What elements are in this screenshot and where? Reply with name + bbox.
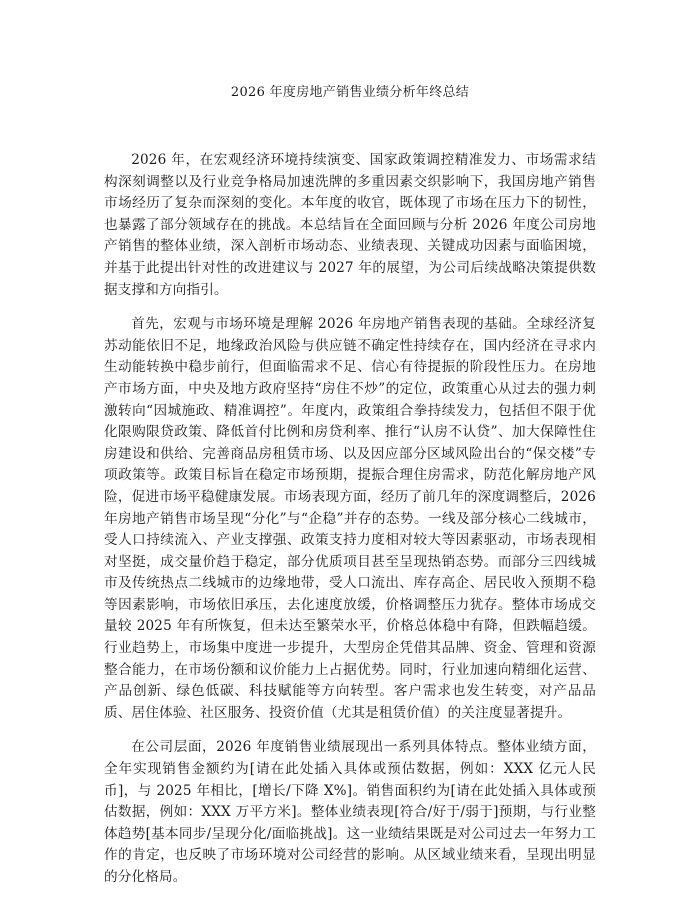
paragraph-company-performance: 在公司层面，2026 年度销售业绩展现出一系列具体特点。整体业绩方面，全年实现销售金额约为[请在此处插入具体或预估数据，例如：XXX 亿元人民币]，与 2025 年相比，[增长/下降 X%]。销售面积约为[请在此处插入具体或预估数据，例如：XXX 万平方米]。整体业绩表现[符合/好于/弱于]预期，与行业整体趋势[基本同步/呈现分化/面临挑战]。这一业绩结果既是对公司过去一年努力工作的肯定，也反映了市场环境对公司经营的影响。从区域业绩来看，呈现出明显的分化格局。 — [104, 739, 596, 885]
paragraph-intro: 2026 年，在宏观经济环境持续演变、国家政策调控精准发力、市场需求结构深刻调整以及行业竞争格局加速洗牌的多重因素交织影响下，我国房地产销售市场经历了复杂而深刻的变化。本年度的收官，既体现了市场在压力下的韧性，也暴露了部分领域存在的挑战。本总结旨在全面回顾与分析 2026 年度公司房地产销售的整体业绩，深入剖析市场动态、业绩表现、关键成功因素与面临困境，并基于此提出针对性的改进建议与 2027 年的展望，为公司后续战略决策提供数据支撑和方向指引。 — [104, 152, 596, 298]
document-title: 2026 年度房地产销售业绩分析年终总结 — [230, 85, 470, 100]
paragraph-macro-market: 首先，宏观与市场环境是理解 2026 年房地产销售表现的基础。全球经济复苏动能依旧不足，地缘政治风险与供应链不确定性持续存在，国内经济在寻求内生动能转换中稳步前行，但面临需求不足、信心有待提振的阶段性压力。在房地产市场方面，中央及地方政府坚持“房住不炒”的定位，政策重心从过去的强力刺激转向“因城施政、精准调控”。年度内，政策组合拳持续发力，包括但不限于优化限购限贷政策、降低首付比例和房贷利率、推行“认房不认贷”、加大保障性住房建设和供给、完善商品房租赁市场、以及因应部分区域风险出台的“保交楼”专项政策等。政策目标旨在稳定市场预期，提振合理住房需求，防范化解房地产风险，促进市场平稳健康发展。市场表现方面，经历了前几年的深度调整后，2026 年房地产销售市场呈现“分化”与“企稳”并存的态势。一线及部分核心二线城市，受人口持续流入、产业支撑强、政策支持力度相对较大等因素驱动，市场表现相对坚挺，成交量价趋于稳定，部分优质项目甚至呈现热销态势。而部分三四线城市及传统热点二线城市的边缘地带，受人口流出、库存高企、居民收入预期不稳等因素影响，市场依旧承压，去化速度放缓，价格调整压力犹存。整体市场成交量较 2025 年有所恢复，但未达至繁荣水平，价格总体稳中有降，但跌幅趋缓。行业趋势上，市场集中度进一步提升，大型房企凭借其品牌、资金、管理和资源整合能力，在市场份额和议价能力上占据优势。同时，行业加速向精细化运营、产品创新、绿色低碳、科技赋能等方向转型。客户需求也发生转变，对产品品质、居住体验、社区服务、投资价值（尤其是租赁价值）的关注度显著提升。 — [104, 316, 596, 721]
